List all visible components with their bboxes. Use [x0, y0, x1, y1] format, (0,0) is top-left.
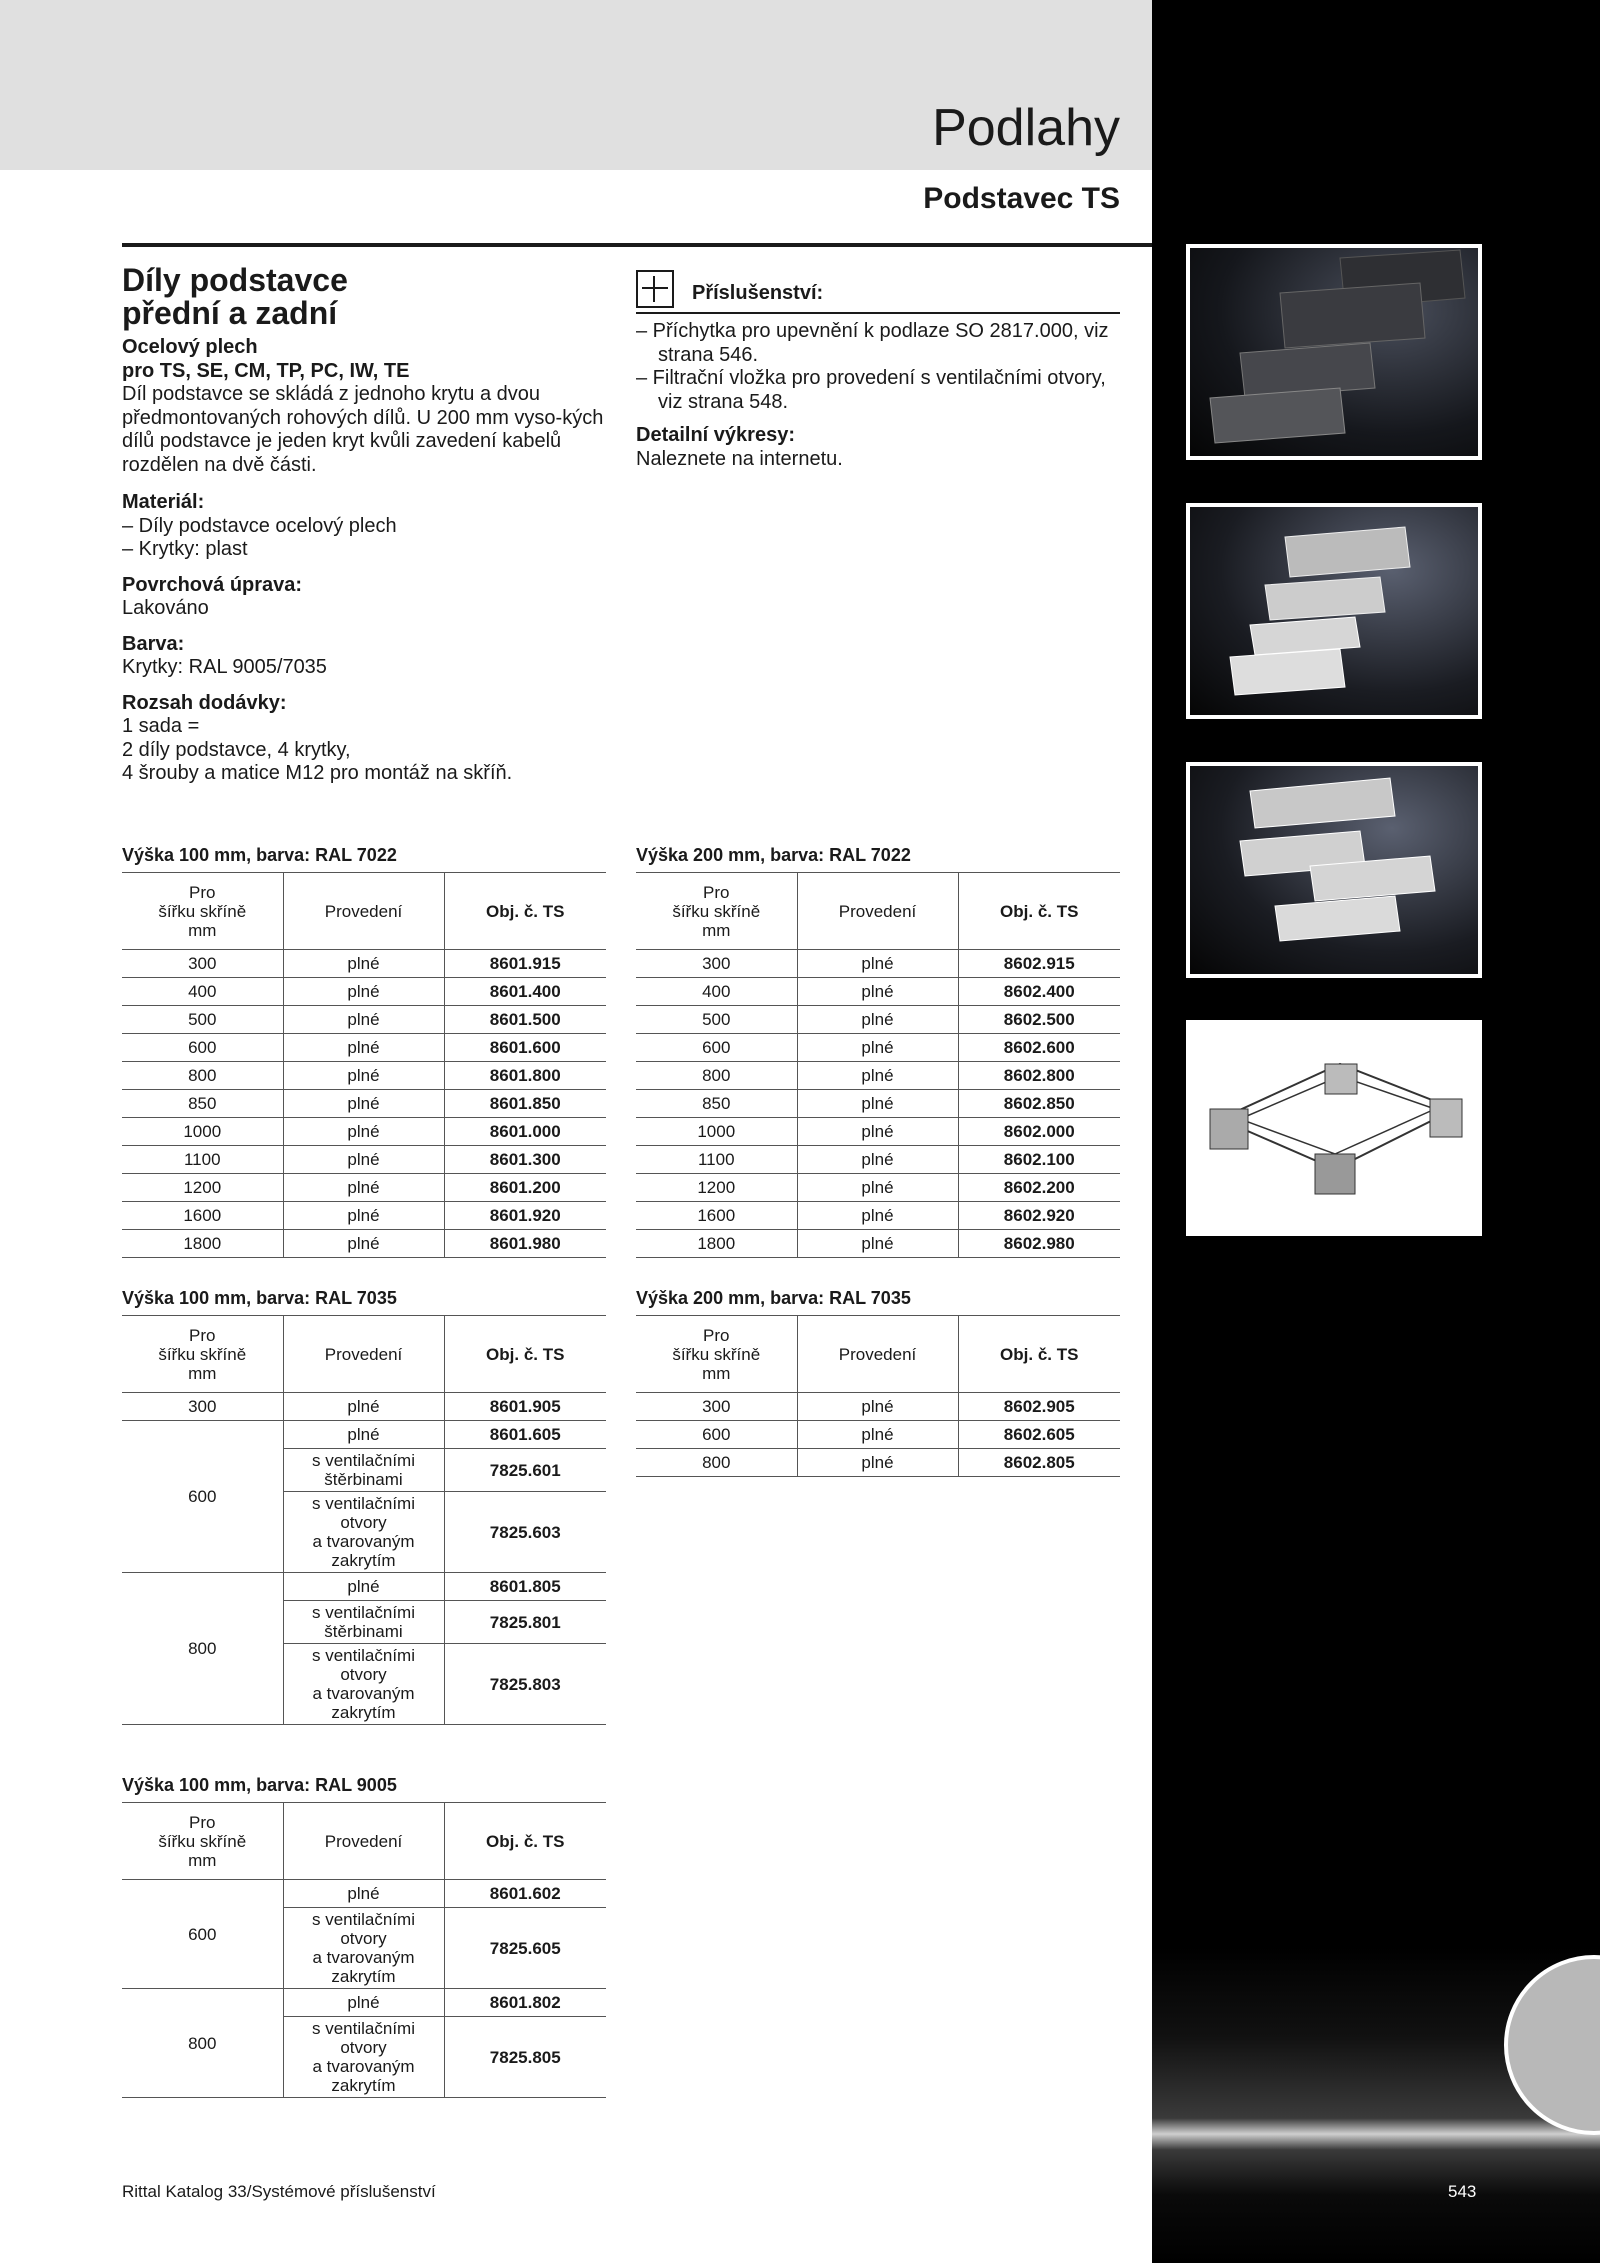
- variant-cell: s ventilačními otvory a tvarovaným zakrytím: [283, 1644, 444, 1725]
- table-row: [636, 1090, 1120, 1118]
- width-cell: 500: [636, 1006, 797, 1034]
- intro-block: [122, 264, 612, 786]
- variant-cell: plné: [797, 1062, 958, 1090]
- width-cell: 1200: [122, 1174, 283, 1202]
- light-plinth-photo: [1190, 507, 1478, 715]
- dark-plinth-photo: [1190, 248, 1478, 456]
- vented-plinth-photo: [1190, 766, 1478, 974]
- table-row: [122, 1146, 606, 1174]
- width-cell: 1200: [636, 1174, 797, 1202]
- accessories-header: [636, 268, 1120, 314]
- finish-value: Lakováno: [122, 597, 209, 619]
- order-cell: 8602.915: [958, 950, 1120, 978]
- order-cell: 8601.200: [444, 1174, 606, 1202]
- width-cell: 600: [636, 1421, 797, 1449]
- order-cell: 7825.601: [444, 1449, 606, 1492]
- drawings-heading: Detailní výkresy:: [636, 424, 795, 446]
- footer-catalog: Rittal Katalog 33/Systémové příslušenství: [122, 2182, 436, 2201]
- order-cell: 8602.850: [958, 1090, 1120, 1118]
- section-title: Podstavec TS: [923, 182, 1120, 215]
- table-row: 300 plné 8601.905: [122, 1393, 606, 1421]
- width-cell: 1100: [636, 1146, 797, 1174]
- variant-cell: s ventilačními otvory a tvarovaným zakrytím: [283, 2017, 444, 2098]
- accessory-item: – Příchytka pro upevnění k podlaze SO 2817.000, viz strana 546.: [636, 320, 1109, 366]
- width-cell: 1600: [636, 1202, 797, 1230]
- variant-cell: plné: [283, 1989, 444, 2017]
- product-photo-light: [1186, 503, 1482, 719]
- order-cell: 8601.915: [444, 950, 606, 978]
- col-order-header: Obj. č. TS: [444, 1803, 606, 1880]
- variant-cell: plné: [283, 1174, 444, 1202]
- table-row: [636, 1449, 1120, 1477]
- table-caption: Výška 100 mm, barva: RAL 7035: [122, 1288, 397, 1308]
- variant-cell: plné: [283, 1006, 444, 1034]
- table-caption: Výška 100 mm, barva: RAL 7022: [122, 845, 397, 865]
- product-title: Díly podstavce přední a zadní: [122, 262, 348, 331]
- supply-line: 2 díly podstavce, 4 krytky,: [122, 738, 351, 761]
- width-cell: 850: [636, 1090, 797, 1118]
- col-width-header: Pro šířku skříně mm: [636, 873, 797, 950]
- width-group-cell: 600: [122, 1421, 283, 1573]
- order-cell: 8602.100: [958, 1146, 1120, 1174]
- width-cell: 400: [122, 978, 283, 1006]
- table-row: [636, 950, 1120, 978]
- table-ral7022-100: [122, 872, 606, 1258]
- col-order-header: Obj. č. TS: [444, 1316, 606, 1393]
- variant-cell: plné: [283, 1421, 444, 1449]
- table-row: [122, 1989, 606, 2017]
- order-cell: 8601.000: [444, 1118, 606, 1146]
- color-heading: Barva:: [122, 632, 185, 655]
- width-cell: 1000: [636, 1118, 797, 1146]
- variant-cell: plné: [797, 1118, 958, 1146]
- order-cell: 8602.200: [958, 1174, 1120, 1202]
- width-cell: 600: [636, 1034, 797, 1062]
- width-cell: 1000: [122, 1118, 283, 1146]
- material-item: – Krytky: plast: [122, 538, 248, 560]
- variant-cell: s ventilačními otvory a tvarovaným zakrytím: [283, 1492, 444, 1573]
- table-row: [122, 1062, 606, 1090]
- table-ral7035-100: [122, 1315, 606, 1725]
- variant-cell: plné: [797, 1090, 958, 1118]
- table-row: [636, 1146, 1120, 1174]
- order-cell: 8601.980: [444, 1230, 606, 1258]
- variant-cell: s ventilačními štěrbinami: [283, 1449, 444, 1492]
- variant-cell: plné: [797, 1146, 958, 1174]
- width-cell: 300: [636, 950, 797, 978]
- width-cell: 400: [636, 978, 797, 1006]
- table-row: [122, 1006, 606, 1034]
- variant-cell: s ventilačními štěrbinami: [283, 1601, 444, 1644]
- col-width-header: Pro šířku skříně mm: [122, 1316, 283, 1393]
- description: Díl podstavce se skládá z jednoho krytu a dvou předmontovaných rohových dílů. U 200 mm vyso-kých dílů podstavce je jeden kryt kvůli zavedení kabelů rozdělen na dvě části.: [122, 383, 604, 476]
- order-cell: 8602.800: [958, 1062, 1120, 1090]
- table-row: [636, 1421, 1120, 1449]
- order-cell: 8601.602: [444, 1880, 606, 1908]
- variant-cell: plné: [283, 1573, 444, 1601]
- supply-line: 4 šrouby a matice M12 pro montáž na skříň.: [122, 762, 513, 784]
- table-row: [122, 1202, 606, 1230]
- width-cell: 300: [122, 950, 283, 978]
- width-cell: 1100: [122, 1146, 283, 1174]
- width-group-cell: 600: [122, 1880, 283, 1989]
- table-row: [122, 1230, 606, 1258]
- variant-cell: plné: [797, 1421, 958, 1449]
- order-cell: 8601.500: [444, 1006, 606, 1034]
- table-row: [636, 1230, 1120, 1258]
- table-row: [636, 1393, 1120, 1421]
- variant-cell: plné: [797, 1174, 958, 1202]
- width-cell: 600: [122, 1034, 283, 1062]
- table-ral9005-100: [122, 1802, 606, 2098]
- col-width-header: Pro šířku skříně mm: [122, 1803, 283, 1880]
- variant-cell: plné: [283, 978, 444, 1006]
- order-cell: 8601.600: [444, 1034, 606, 1062]
- variant-cell: plné: [797, 950, 958, 978]
- order-cell: 8602.920: [958, 1202, 1120, 1230]
- order-cell: 8601.400: [444, 978, 606, 1006]
- variant-cell: plné: [797, 1006, 958, 1034]
- table-row: [636, 978, 1120, 1006]
- variant-cell: plné: [283, 1118, 444, 1146]
- accessory-item: – Filtrační vložka pro provedení s ventilačními otvory, viz strana 548.: [636, 367, 1106, 413]
- drawings-value: Naleznete na internetu.: [636, 447, 843, 470]
- table-row: [636, 1174, 1120, 1202]
- variant-cell: plné: [283, 1146, 444, 1174]
- order-cell: 8602.980: [958, 1230, 1120, 1258]
- material-line1: Ocelový plech: [122, 336, 258, 358]
- plinth-frame-drawing: [1186, 1020, 1482, 1236]
- variant-cell: plné: [283, 1880, 444, 1908]
- table-row: [122, 1421, 606, 1449]
- table-row: [122, 1090, 606, 1118]
- table-row: [636, 1034, 1120, 1062]
- supply-heading: Rozsah dodávky:: [122, 691, 287, 714]
- width-cell: 500: [122, 1006, 283, 1034]
- table-caption: Výška 200 mm, barva: RAL 7022: [636, 845, 911, 865]
- width-cell: 1800: [636, 1230, 797, 1258]
- order-cell: 8601.920: [444, 1202, 606, 1230]
- variant-cell: plné: [283, 1090, 444, 1118]
- chapter-title: Podlahy: [932, 99, 1120, 157]
- table-row: [636, 1118, 1120, 1146]
- order-cell: 8601.300: [444, 1146, 606, 1174]
- table-row: [122, 978, 606, 1006]
- accessories-block: [636, 268, 1120, 471]
- col-width-header: Pro šířku skříně mm: [636, 1316, 797, 1393]
- variant-cell: plné: [797, 1202, 958, 1230]
- width-cell: 800: [636, 1062, 797, 1090]
- order-cell: 8602.500: [958, 1006, 1120, 1034]
- order-cell: 8601.805: [444, 1573, 606, 1601]
- order-cell: 8601.802: [444, 1989, 606, 2017]
- finish-heading: Povrchová úprava:: [122, 573, 303, 596]
- order-cell: 8602.605: [958, 1421, 1120, 1449]
- table-row: [122, 950, 606, 978]
- order-cell: 7825.605: [444, 1908, 606, 1989]
- variant-cell: plné: [283, 1230, 444, 1258]
- width-group-cell: 800: [122, 1989, 283, 2098]
- width-cell: 800: [122, 1062, 283, 1090]
- table-row: [636, 1202, 1120, 1230]
- width-cell: 850: [122, 1090, 283, 1118]
- variant-cell: s ventilačními otvory a tvarovaným zakrytím: [283, 1908, 444, 1989]
- order-cell: 8602.905: [958, 1393, 1120, 1421]
- table-row: [122, 1880, 606, 1908]
- order-cell: 8601.800: [444, 1062, 606, 1090]
- order-cell: 8602.600: [958, 1034, 1120, 1062]
- header-rule: [122, 243, 1152, 247]
- col-order-header: Obj. č. TS: [958, 1316, 1120, 1393]
- order-cell: 8601.605: [444, 1421, 606, 1449]
- col-width-header: Pro šířku skříně mm: [122, 873, 283, 950]
- variant-cell: plné: [797, 1449, 958, 1477]
- material-item: – Díly podstavce ocelový plech: [122, 514, 397, 537]
- order-cell: 7825.603: [444, 1492, 606, 1573]
- col-type-header: Provedení: [283, 1803, 444, 1880]
- variant-cell: plné: [797, 1393, 958, 1421]
- variant-cell: plné: [283, 1034, 444, 1062]
- variant-cell: plné: [283, 1202, 444, 1230]
- col-type-header: Provedení: [283, 873, 444, 950]
- plus-icon: [636, 270, 674, 308]
- table-ral7022-200: [636, 872, 1120, 1258]
- color-value: Krytky: RAL 9005/7035: [122, 656, 327, 678]
- table-caption: Výška 100 mm, barva: RAL 9005: [122, 1775, 397, 1795]
- variant-cell: plné: [283, 950, 444, 978]
- accessories-heading: Příslušenství:: [692, 282, 824, 305]
- material-heading: Materiál:: [122, 491, 205, 513]
- width-cell: 1600: [122, 1202, 283, 1230]
- product-photo-vented: [1186, 762, 1482, 978]
- col-order-header: Obj. č. TS: [958, 873, 1120, 950]
- order-cell: 7825.803: [444, 1644, 606, 1725]
- product-photo-dark: [1186, 244, 1482, 460]
- table-row: [122, 1174, 606, 1202]
- order-cell: 7825.805: [444, 2017, 606, 2098]
- variant-cell: plné: [797, 1034, 958, 1062]
- table-row: [122, 1573, 606, 1601]
- variant-cell: plné: [797, 978, 958, 1006]
- col-type-header: Provedení: [797, 1316, 958, 1393]
- table-row: [636, 1062, 1120, 1090]
- table-caption: Výška 200 mm, barva: RAL 7035: [636, 1288, 911, 1308]
- table-row: [122, 1118, 606, 1146]
- table-ral7035-200: [636, 1315, 1120, 1477]
- variant-cell: plné: [283, 1062, 444, 1090]
- width-group-cell: 800: [122, 1573, 283, 1725]
- order-cell: 8602.000: [958, 1118, 1120, 1146]
- page-number: 543: [1448, 2182, 1477, 2201]
- order-cell: 7825.801: [444, 1601, 606, 1644]
- col-order-header: Obj. č. TS: [444, 873, 606, 950]
- order-cell: 8601.850: [444, 1090, 606, 1118]
- material-line2: pro TS, SE, CM, TP, PC, IW, TE: [122, 359, 410, 382]
- order-cell: 8602.400: [958, 978, 1120, 1006]
- width-cell: 800: [636, 1449, 797, 1477]
- variant-cell: plné: [797, 1230, 958, 1258]
- table-row: [122, 1034, 606, 1062]
- supply-line: 1 sada =: [122, 715, 200, 737]
- order-cell: 8602.805: [958, 1449, 1120, 1477]
- width-cell: 1800: [122, 1230, 283, 1258]
- width-cell: 300: [636, 1393, 797, 1421]
- col-type-header: Provedení: [797, 873, 958, 950]
- col-type-header: Provedení: [283, 1316, 444, 1393]
- frame-line-drawing: [1190, 1024, 1478, 1232]
- table-row: [636, 1006, 1120, 1034]
